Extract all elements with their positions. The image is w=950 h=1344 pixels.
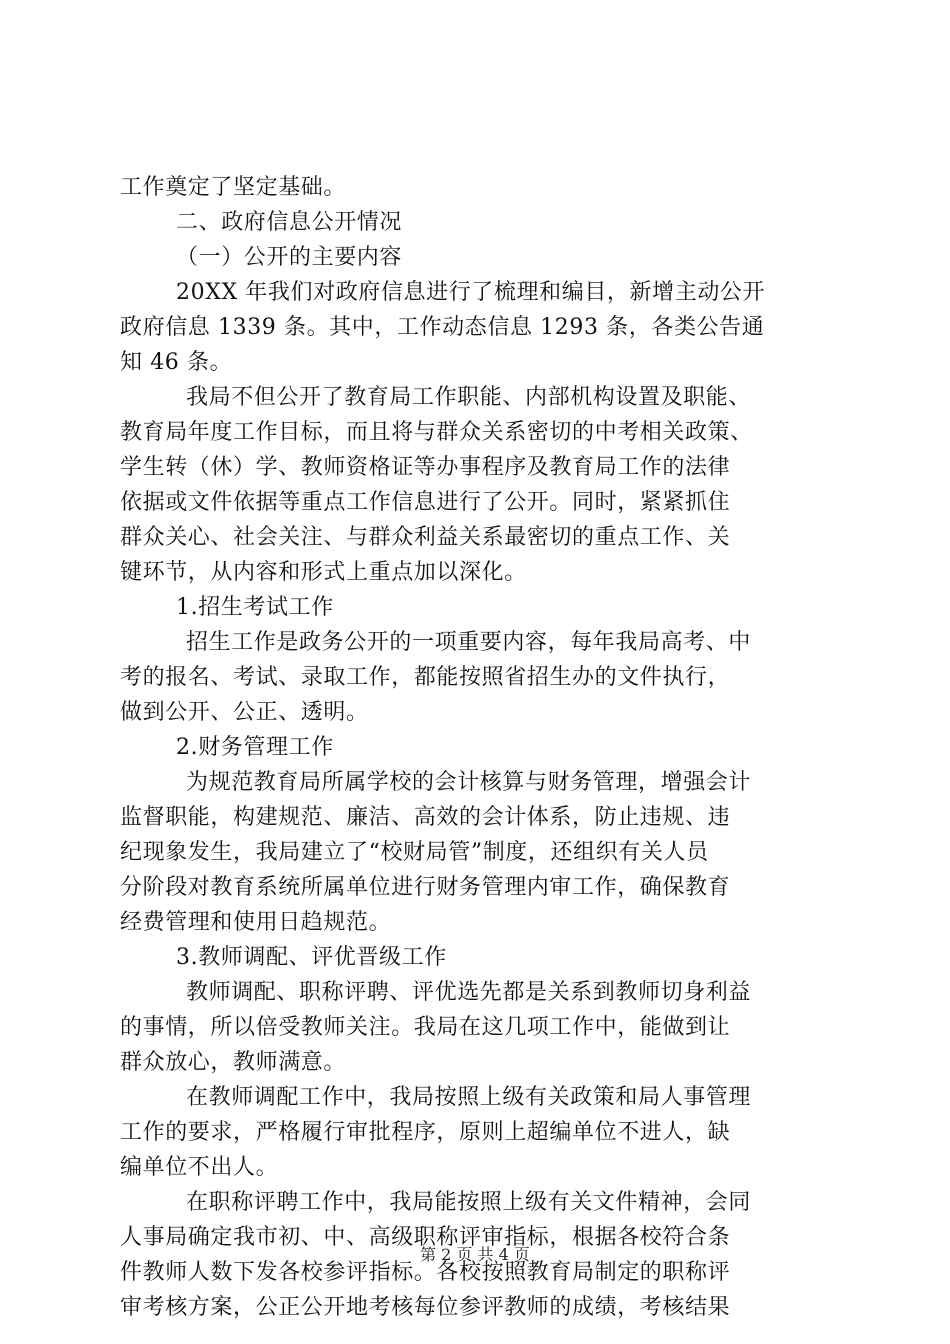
text-line: 考的报名、考试、录取工作，都能按照省招生办的文件执行， bbox=[120, 665, 731, 690]
text-line: 编单位不出人。 bbox=[120, 1155, 279, 1180]
item-heading: 3.教师调配、评优晋级工作 bbox=[176, 945, 447, 970]
text-line: 学生转（休）学、教师资格证等办事程序及教育局工作的法律 bbox=[120, 455, 731, 480]
text-line: 群众放心，教师满意。 bbox=[120, 1050, 347, 1075]
text-line: 工作的要求，严格履行审批程序，原则上超编单位不进人，缺 bbox=[120, 1120, 731, 1145]
text-line: 在教师调配工作中，我局按照上级有关政策和局人事管理 bbox=[186, 1085, 752, 1110]
text-line: 知 46 条。 bbox=[120, 350, 233, 375]
text-line: 审考核方案，公正公开地考核每位参评教师的成绩，考核结果 bbox=[120, 1295, 731, 1320]
text-line: 做到公开、公正、透明。 bbox=[120, 700, 369, 725]
text-line: 键环节，从内容和形式上重点加以深化。 bbox=[120, 560, 527, 585]
text-line: 工作奠定了坚定基础。 bbox=[120, 175, 347, 200]
item-heading: 2.财务管理工作 bbox=[176, 735, 334, 760]
text-line: 纪现象发生，我局建立了“校财局管”制度，还组织有关人员 bbox=[120, 840, 709, 865]
text-line: 政府信息 1339 条。其中，工作动态信息 1293 条，各类公告通 bbox=[120, 315, 765, 340]
text-line: 在职称评聘工作中，我局能按照上级有关文件精神，会同 bbox=[186, 1190, 752, 1215]
text-line: 件教师人数下发各校参评指标。各校按照教育局制定的职称评 bbox=[120, 1260, 731, 1285]
text-line: 分阶段对教育系统所属单位进行财务管理内审工作，确保教育 bbox=[120, 875, 731, 900]
text-line: 招生工作是政务公开的一项重要内容，每年我局高考、中 bbox=[186, 630, 752, 655]
subsection-heading: （一）公开的主要内容 bbox=[176, 245, 403, 270]
text-line: 教师调配、职称评聘、评优选先都是关系到教师切身利益 bbox=[186, 980, 752, 1005]
text-line: 教育局年度工作目标，而且将与群众关系密切的中考相关政策、 bbox=[120, 420, 753, 445]
text-line: 的事情，所以倍受教师关注。我局在这几项工作中，能做到让 bbox=[120, 1015, 731, 1040]
text-line: 为规范教育局所属学校的会计核算与财务管理，增强会计 bbox=[186, 770, 752, 795]
text-line: 依据或文件依据等重点工作信息进行了公开。同时，紧紧抓住 bbox=[120, 490, 731, 515]
text-line: 监督职能，构建规范、廉洁、高效的会计体系，防止违规、违 bbox=[120, 805, 731, 830]
document-body bbox=[120, 170, 840, 1325]
item-heading: 1.招生考试工作 bbox=[176, 595, 334, 620]
text-line: 群众关心、社会关注、与群众利益关系最密切的重点工作、关 bbox=[120, 525, 731, 550]
text-line: 我局不但公开了教育局工作职能、内部机构设置及职能、 bbox=[186, 385, 752, 410]
text-line: 20XX 年我们对政府信息进行了梳理和编目，新增主动公开 bbox=[176, 280, 766, 305]
section-heading: 二、政府信息公开情况 bbox=[176, 210, 403, 235]
text-line: 人事局确定我市初、中、高级职称评审指标，根据各校符合条 bbox=[120, 1225, 731, 1250]
text-line: 经费管理和使用日趋规范。 bbox=[120, 910, 392, 935]
page-number-footer: 第 2 页 共 4 页 bbox=[420, 1245, 530, 1264]
